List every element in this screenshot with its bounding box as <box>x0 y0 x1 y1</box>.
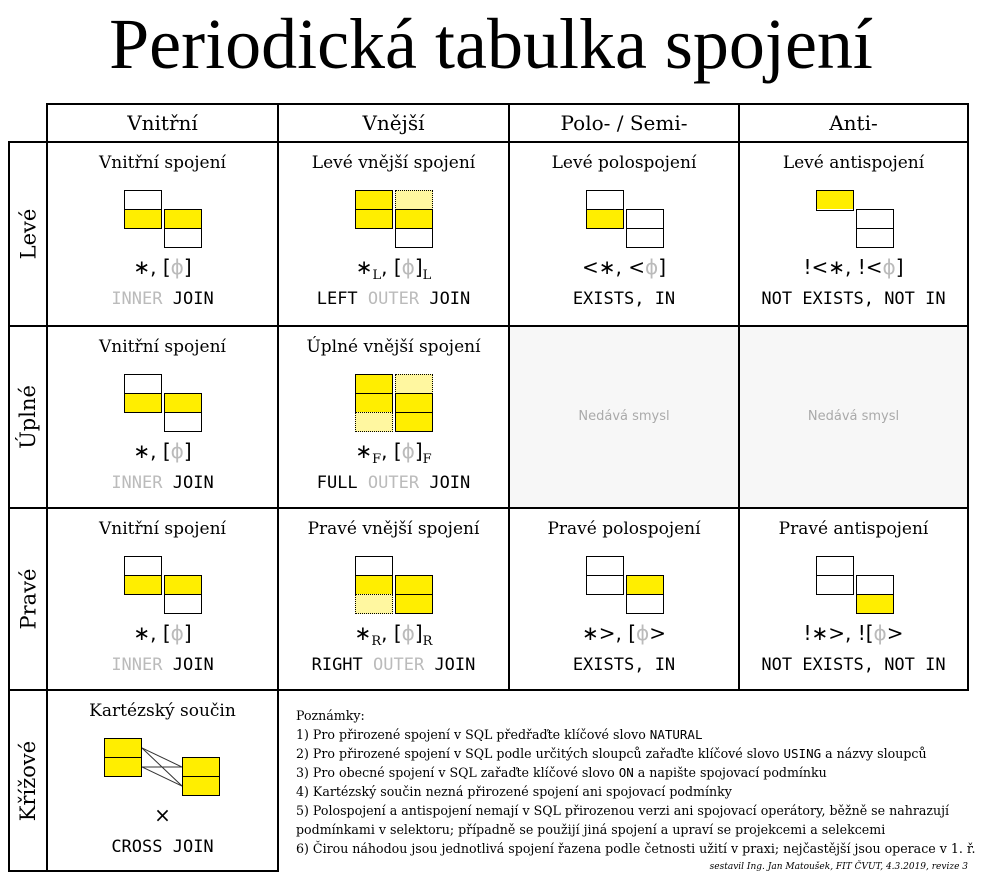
note-4: 4) Kartézský součin nezná přirozené spojení ani spojovací podmínky <box>296 784 732 799</box>
row-header-left: Levé <box>8 141 48 327</box>
cell-right-semi-join <box>508 507 740 691</box>
cell-title: Levé vnější spojení <box>311 153 476 173</box>
sql-keyword: EXISTS, IN <box>572 289 676 309</box>
cell-full-inner-join <box>46 325 279 509</box>
row-header-full: Úplné <box>8 325 48 509</box>
cell-title: Vnitřní spojení <box>99 519 226 539</box>
notes <box>296 706 975 858</box>
sql-keyword: NOT EXISTS, NOT IN <box>761 289 946 309</box>
not-applicable-text: Nedává smysl <box>807 409 900 424</box>
sql-keyword: INNER JOIN <box>111 473 214 493</box>
cell-right-outer-join <box>277 507 510 691</box>
join-symbol: !∗>, ![ϕ> <box>803 621 904 645</box>
cell-title: Pravé polospojení <box>547 519 701 539</box>
cell-left-outer-join <box>277 141 510 327</box>
join-symbol: ∗>, [ϕ> <box>581 621 666 645</box>
note-6: 6) Čirou náhodou jsou jednotlivá spojení řazena podle četnosti užití v praxi; nejčastější jsou operace v 1. ř. <box>296 841 976 856</box>
notes-heading: Poznámky: <box>296 708 365 723</box>
cell-left-inner-join <box>46 141 279 327</box>
cell-right-anti-join <box>738 507 969 691</box>
sql-keyword: LEFT OUTER JOIN <box>316 289 471 309</box>
join-symbol: $∗_L$, $[\phi]_L$ <box>355 255 432 283</box>
join-symbol: !<∗, !<ϕ] <box>803 255 904 279</box>
column-header-semi: Polo- / Semi- <box>508 103 740 143</box>
credit: sestavil Ing. Jan Matoušek, FIT ČVUT, 4.3.2019, revize 3 <box>709 862 968 872</box>
cell-left-anti-join <box>738 141 969 327</box>
cell-left-semi-join <box>508 141 740 327</box>
cell-full-outer-join <box>277 325 510 509</box>
page-title: Periodická tabulka spojení <box>109 4 873 84</box>
cell-title: Pravé vnější spojení <box>307 519 480 539</box>
sql-keyword: EXISTS, IN <box>572 655 676 675</box>
note-2: 2) Pro přirozené spojení v SQL podle určitých sloupců zařaďte klíčové slovo USING a názvy sloupců <box>296 746 927 761</box>
join-symbol: ∗, [ϕ] <box>133 621 192 645</box>
join-symbol: × <box>154 803 171 827</box>
column-header-inner: Vnitřní <box>46 103 279 143</box>
column-header-outer: Vnější <box>277 103 510 143</box>
cell-title: Kartézský součin <box>89 701 236 721</box>
cell-full-anti-join <box>738 325 969 509</box>
cell-title: Levé polospojení <box>551 153 697 173</box>
cell-title: Vnitřní spojení <box>99 337 226 357</box>
note-5a: 5) Polospojení a antispojení nemají v SQL přirozenou verzi ani spojovací operátory, běžně se nahrazují <box>296 803 950 818</box>
row-header-right: Pravé <box>8 507 48 691</box>
cell-cross-join <box>46 689 279 872</box>
note-1: 1) Pro přirozené spojení v SQL předřaďte klíčové slovo NATURAL <box>296 727 703 742</box>
cross-connection-lines <box>142 738 182 798</box>
cell-title: Levé antispojení <box>782 153 925 173</box>
cell-full-semi-join <box>508 325 740 509</box>
note-5b: podmínkami v selektoru; případně se použijí jiná spojení a upraví se projekcemi a selekcemi <box>296 822 886 837</box>
column-header-anti: Anti- <box>738 103 969 143</box>
cell-title: Pravé antispojení <box>778 519 929 539</box>
sql-keyword: CROSS JOIN <box>111 837 214 857</box>
sql-keyword: FULL OUTER JOIN <box>316 473 471 493</box>
join-symbol: $∗_F$, $[\phi]_F$ <box>355 439 432 467</box>
sql-keyword: NOT EXISTS, NOT IN <box>761 655 946 675</box>
join-symbol: ∗, [ϕ] <box>133 439 192 463</box>
cell-right-inner-join <box>46 507 279 691</box>
cell-title: Úplné vnější spojení <box>306 337 481 357</box>
sql-keyword: INNER JOIN <box>111 655 214 675</box>
not-applicable-text: Nedává smysl <box>578 409 670 424</box>
note-3: 3) Pro obecné spojení v SQL zařaďte klíčové slovo ON a napište spojovací podmínku <box>296 765 827 780</box>
sql-keyword: INNER JOIN <box>111 289 214 309</box>
join-symbol: <∗, <ϕ] <box>581 255 666 279</box>
sql-keyword: RIGHT OUTER JOIN <box>311 655 476 675</box>
join-symbol: ∗, [ϕ] <box>133 255 192 279</box>
join-symbol: $∗_R$, $[\phi]_R$ <box>354 621 433 649</box>
cell-title: Vnitřní spojení <box>99 153 226 173</box>
row-header-cross: Křížové <box>8 689 48 872</box>
